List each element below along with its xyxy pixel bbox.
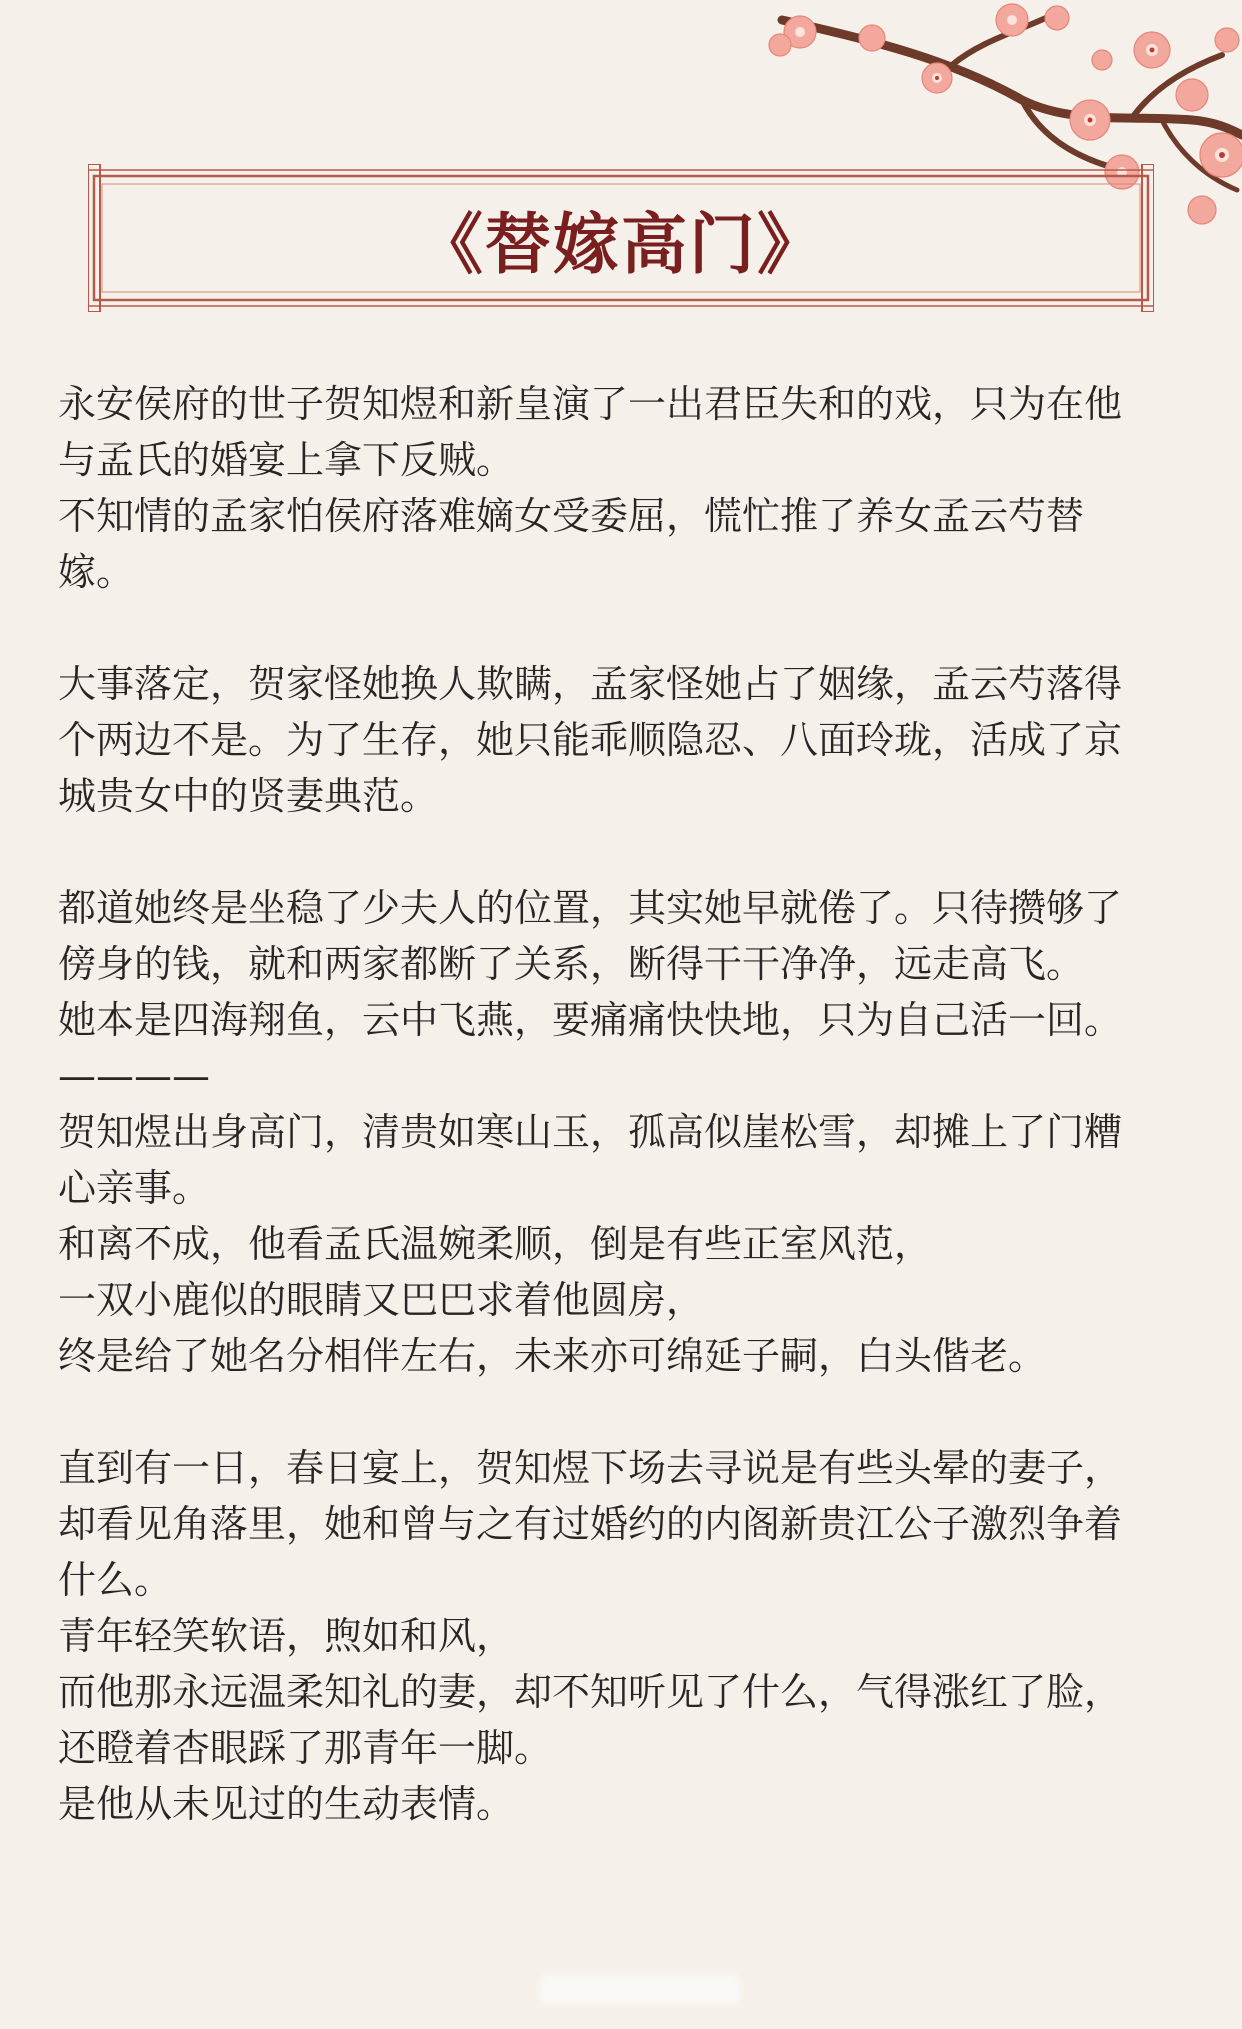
text-line: 贺知煜出身高门，清贵如寒山玉，孤高似崖松雪，却摊上了门糟 — [58, 1110, 1123, 1154]
text-line: 直到有一日，春日宴上，贺知煜下场去寻说是有些头晕的妻子， — [58, 1446, 1123, 1490]
text-line: 与孟氏的婚宴上拿下反贼。 — [58, 438, 515, 482]
text-line: 都道她终是坐稳了少夫人的位置，其实她早就倦了。只待攒够了 — [58, 886, 1123, 930]
text-line: 永安侯府的世子贺知煜和新皇演了一出君臣失和的戏，只为在他 — [58, 382, 1123, 426]
article-body — [58, 376, 1188, 1888]
text-line: 嫁。 — [58, 550, 135, 594]
text-line: 不知情的孟家怕侯府落难嫡女受委屈，慌忙推了养女孟云芍替 — [58, 494, 1085, 538]
text-line: 却看见角落里，她和曾与之有过婚约的内阁新贵江公子激烈争着 — [58, 1502, 1123, 1546]
text-line: 大事落定，贺家怪她换人欺瞒，孟家怪她占了姻缘，孟云芍落得 — [58, 662, 1123, 706]
text-line: 还瞪着杏眼踩了那青年一脚。 — [58, 1726, 553, 1770]
paragraph-2 — [58, 656, 1188, 824]
text-line: 傍身的钱，就和两家都断了关系，断得干干净净，远走高飞。 — [58, 942, 1085, 986]
page-title: 《替嫁高门》 — [417, 204, 825, 283]
divider-line: ———— — [58, 1054, 210, 1098]
text-line: 她本是四海翔鱼，云中飞燕，要痛痛快快地，只为自己活一回。 — [58, 998, 1123, 1042]
text-line: 青年轻笑软语，煦如和风， — [58, 1614, 515, 1658]
text-line: 心亲事。 — [58, 1166, 211, 1210]
text-line: 个两边不是。为了生存，她只能乖顺隐忍、八面玲珑，活成了京 — [58, 718, 1123, 762]
text-line: 什么。 — [58, 1558, 173, 1602]
text-line: 和离不成，他看孟氏温婉柔顺，倒是有些正室风范， — [58, 1222, 933, 1266]
text-line: 是他从未见过的生动表情。 — [58, 1782, 515, 1826]
watermark — [540, 1975, 740, 2005]
paragraph-1 — [58, 376, 1188, 600]
paragraph-4 — [58, 1440, 1188, 1832]
text-line: 一双小鹿似的眼睛又巴巴求着他圆房， — [58, 1278, 705, 1322]
text-line: 而他那永远温柔知礼的妻，却不知听见了什么，气得涨红了脸， — [58, 1670, 1123, 1714]
title-frame — [88, 164, 1154, 312]
text-line: 城贵女中的贤妻典范。 — [58, 774, 439, 818]
text-line: 终是给了她名分相伴左右，未来亦可绵延子嗣，白头偕老。 — [58, 1334, 1047, 1378]
paragraph-3 — [58, 880, 1188, 1384]
